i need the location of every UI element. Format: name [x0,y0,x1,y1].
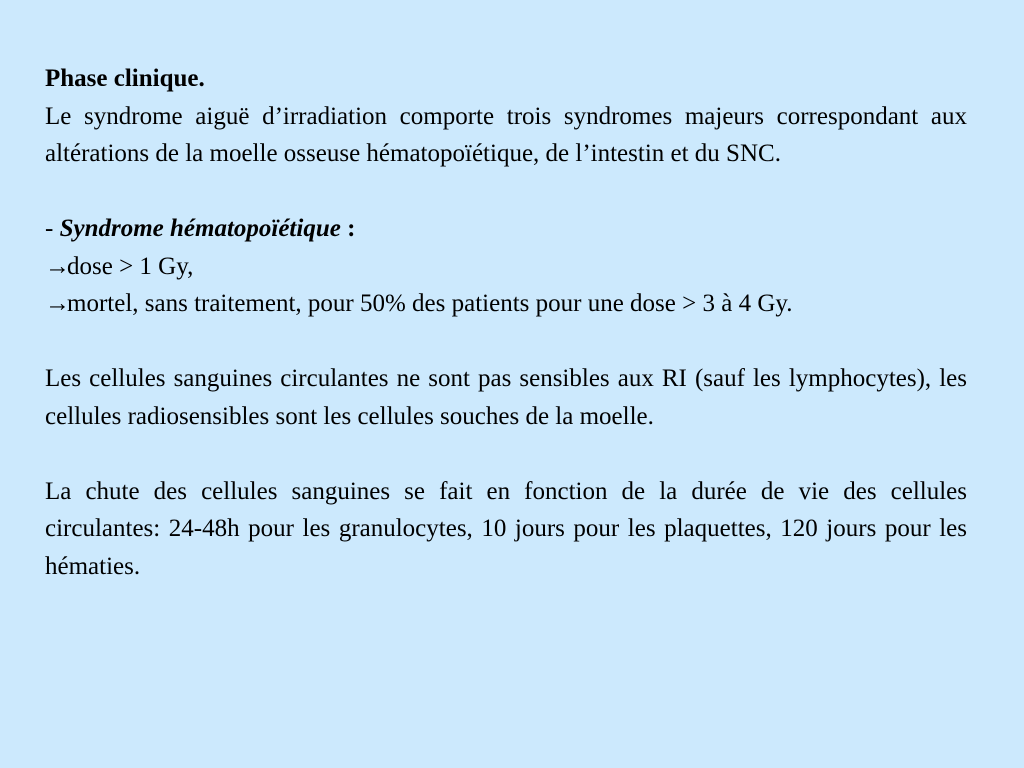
blood-cells-paragraph: Les cellules sanguines circulantes ne sont pas sensibles aux RI (sauf les lymphocytes), les cellules radiosensibles sont les cellules souches de la moelle. [45,365,967,430]
dash-marker: - [45,215,54,242]
intro-paragraph: Le syndrome aiguë d’irradiation comporte trois syndromes majeurs correspondant aux altérations de la moelle osseuse hématopoïétique, de l’intestin et du SNC. [45,102,967,167]
slide-content [45,60,967,585]
bullet-text: dose > 1 Gy, [67,252,194,280]
arrow-right-icon: → [45,252,70,280]
spacer [45,435,967,473]
spacer [45,323,967,361]
slide-heading: Phase clinique. [45,65,205,92]
cell-lifespan-paragraph: La chute des cellules sanguines se fait en fonction de la durée de vie des cellules circulantes: 24-48h pour les granulocytes, 10 jours pour les plaquettes, 120 jours pour les hématies. [45,477,967,580]
arrow-right-icon: → [45,290,70,317]
spacer [45,173,967,211]
section-title: Syndrome hématopoïétique [59,215,341,242]
section-colon: : [347,215,356,242]
bullet-item [45,248,967,286]
bullet-text: mortel, sans traitement, pour 50% des patients pour une dose > 3 à 4 Gy. [67,290,793,317]
section-heading [45,210,967,248]
bullet-item [45,285,967,323]
